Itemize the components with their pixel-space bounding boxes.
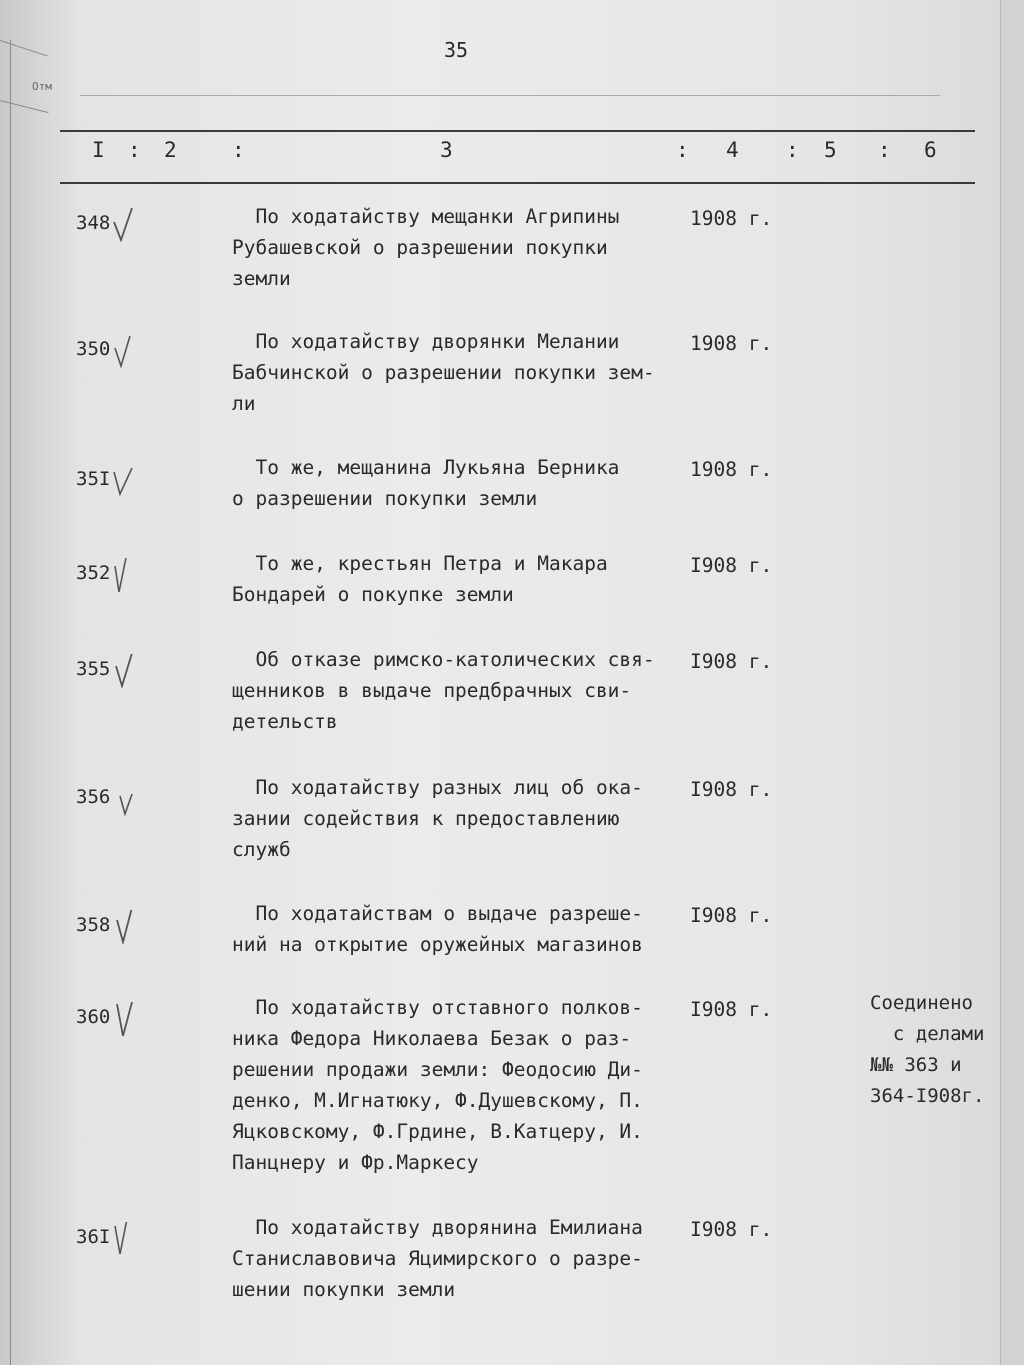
- entry-description: По ходатайству мещанки Агрипины Рубашевской о разрешении покупки земли: [232, 205, 620, 290]
- entry-year: I908 г.: [690, 778, 773, 801]
- entry-year: 1908 г.: [690, 458, 773, 481]
- column-number: I: [92, 138, 105, 162]
- page-number: 35: [444, 38, 469, 62]
- entry-number: [76, 902, 134, 936]
- entry-number-text: 36I: [76, 1226, 111, 1248]
- entry-number: [76, 994, 134, 1028]
- left-corner-line: [0, 40, 48, 56]
- column-number: 3: [440, 138, 453, 162]
- checkmark-icon: [112, 208, 134, 242]
- entry-number-text: 360: [76, 1006, 111, 1028]
- entry-number-text: 35I: [76, 468, 111, 490]
- entry-number-text: 356: [76, 786, 111, 808]
- entry-description: То же, мещанина Лукьяна Берника о разрешении покупки земли: [232, 456, 620, 510]
- entry-description: По ходатайству разных лиц об ока- зании содействия к предоставлению служб: [232, 776, 643, 861]
- column-number: 6: [924, 138, 937, 162]
- remarks-note: Соединено с делами №№ 363 и 364-I908г.: [870, 992, 985, 1107]
- left-corner-line: [0, 100, 49, 113]
- entry-number: [76, 326, 134, 360]
- faded-table-header: [80, 95, 940, 126]
- entry-number: [76, 200, 134, 234]
- entry-year: 1908 г.: [690, 332, 773, 355]
- column-separator: :: [232, 138, 245, 162]
- entry-number: [76, 774, 134, 808]
- entry-description: По ходатайствам о выдаче разреше- ний на открытие оружейных магазинов: [232, 902, 643, 956]
- entry-number-text: 352: [76, 562, 111, 584]
- column-separator: :: [676, 138, 689, 162]
- entry-year: I908 г.: [690, 650, 773, 673]
- entry-description: По ходатайству дворянки Мелании Бабчинской о разрешении покупки зем- ли: [232, 330, 655, 415]
- checkmark-icon: [112, 558, 134, 592]
- entry-description: То же, крестьян Петра и Макара Бондарей о покупке земли: [232, 552, 608, 606]
- entry-number: [76, 1214, 134, 1248]
- entry-number: [76, 646, 134, 680]
- entry-number: [76, 456, 134, 490]
- margin-label: Отм: [32, 80, 52, 93]
- checkmark-icon: [112, 464, 134, 498]
- entry-year: I908 г.: [690, 998, 773, 1021]
- entry-number-text: 358: [76, 914, 111, 936]
- entry-year: I908 г.: [690, 1218, 773, 1241]
- checkmark-icon: [112, 910, 134, 944]
- checkmark-icon: [112, 334, 134, 368]
- checkmark-icon: [112, 1222, 134, 1256]
- entry-year: I908 г.: [690, 554, 773, 577]
- header-rule-top: [60, 130, 975, 132]
- left-margin-line: [10, 40, 11, 1365]
- column-number: 5: [824, 138, 837, 162]
- checkmark-icon: [112, 782, 134, 816]
- entry-number-text: 350: [76, 338, 111, 360]
- column-number: 4: [726, 138, 739, 162]
- checkmark-icon: [112, 1002, 134, 1036]
- checkmark-icon: [112, 654, 134, 688]
- entry-description: По ходатайству отставного полков- ника Федора Николаева Безак о раз- решении продажи земли: Феодосию Ди- денко, М.Игнатюку, Ф.Душевскому, П. Яцковскому, Ф.Грдине, В.Катцеру, И. Панцнеру и Фр.Маркесу: [232, 996, 643, 1174]
- entry-year: I908 г.: [690, 904, 773, 927]
- entry-number: [76, 550, 134, 584]
- column-separator: :: [878, 138, 891, 162]
- page-edge-right: [1000, 0, 1024, 1365]
- column-separator: :: [786, 138, 799, 162]
- entry-description: Об отказе римско-католических свя- щенников в выдаче предбрачных сви- детельств: [232, 648, 655, 733]
- entry-description: По ходатайству дворянина Емилиана Станиславовича Яцимирского о разре- шении покупки земли: [232, 1216, 643, 1301]
- entry-year: 1908 г.: [690, 207, 773, 230]
- column-separator: :: [128, 138, 141, 162]
- entry-number-text: 348: [76, 212, 111, 234]
- column-number: 2: [164, 138, 177, 162]
- entry-number-text: 355: [76, 658, 111, 680]
- header-rule-bottom: [60, 182, 975, 184]
